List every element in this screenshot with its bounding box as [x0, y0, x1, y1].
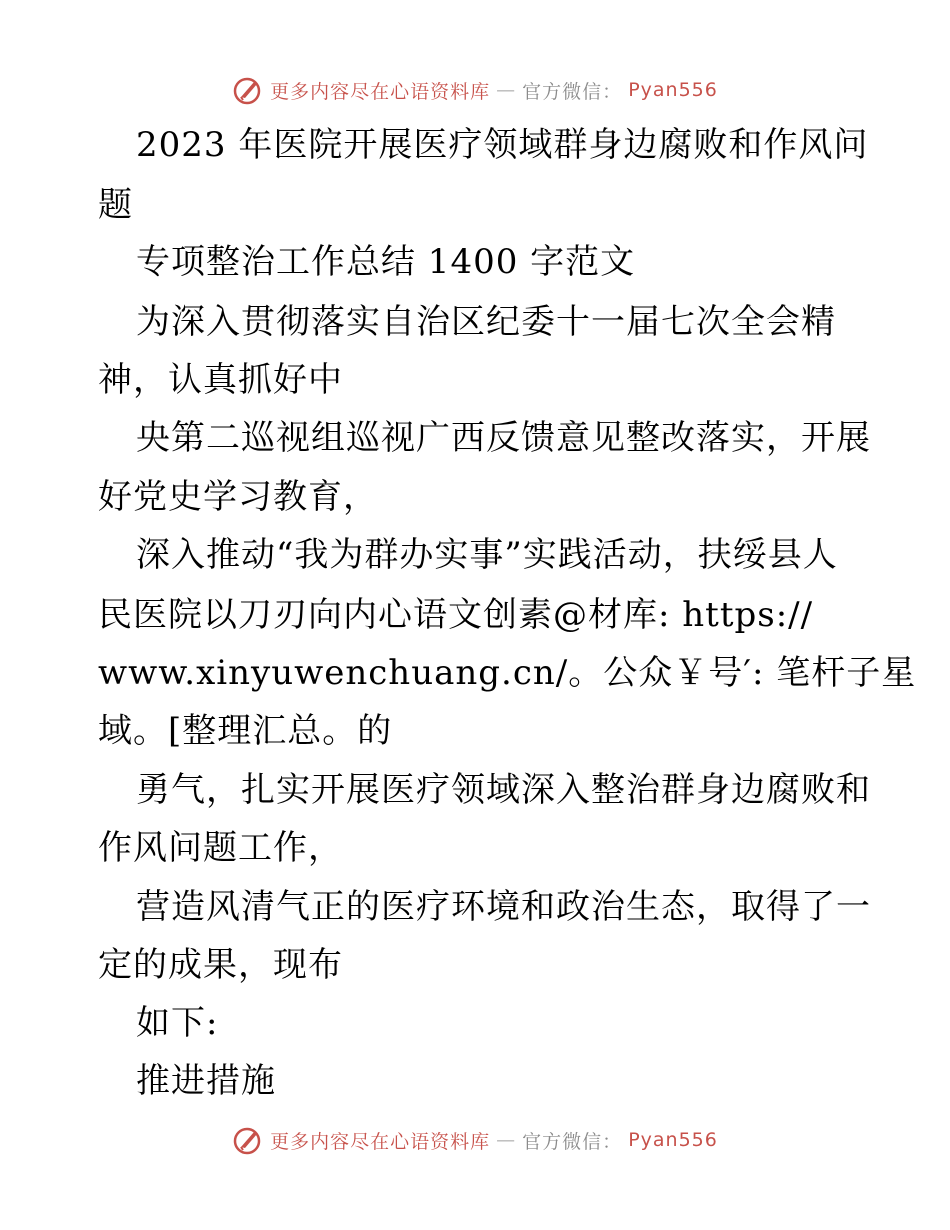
header-banner	[0, 70, 950, 110]
banner-official-label: 官方微信：	[522, 80, 623, 103]
text-line: 营造风清气正的医疗环境和政治生态，取得了一	[136, 887, 871, 927]
text-line: 域。[整理汇总。的	[98, 711, 393, 751]
text-line: 央第二巡视组巡视广西反馈意见整改落实，开展	[136, 418, 871, 458]
banner-site-text: 更多内容尽在心语资料库	[270, 80, 491, 103]
text-line: www.xinyuwenchuang.cn/。公众￥号′: 笔杆子星	[98, 653, 917, 693]
text-line: 神，认真抓好中	[98, 360, 343, 400]
text-line: 定的成果，现布	[98, 945, 343, 985]
quill-pen-circle-icon	[232, 74, 264, 106]
banner-site-text: 更多内容尽在心语资料库	[270, 1130, 491, 1153]
banner-official-label: 官方微信：	[522, 1130, 623, 1153]
banner-wechat-id: Pyan556	[628, 79, 718, 101]
text-line: 为深入贯彻落实自治区纪委十一届七次全会精	[136, 302, 836, 342]
text-line: 专项整治工作总结 1400 字范文	[136, 242, 636, 282]
text-line: 好党史学习教育，	[98, 477, 378, 517]
banner-separator: —	[496, 1129, 517, 1151]
text-line: 如下:	[136, 1003, 219, 1043]
footer-banner	[0, 1120, 950, 1160]
quill-pen-circle-icon	[232, 1124, 264, 1156]
text-line: 作风问题工作，	[98, 828, 343, 868]
text-line: 民医院以刀刃向内心语文创素@材库: https://	[98, 595, 814, 635]
text-line: 推进措施	[136, 1061, 276, 1101]
text-line: 2023 年医院开展医疗领域群身边腐败和作风问	[136, 125, 869, 165]
text-line: 题	[98, 185, 133, 225]
banner-wechat-id: Pyan556	[628, 1129, 718, 1151]
text-line: 勇气，扎实开展医疗领域深入整治群身边腐败和	[136, 770, 871, 810]
text-line: 深入推动“我为群办实事”实践活动，扶绥县人	[136, 535, 838, 575]
banner-separator: —	[496, 79, 517, 101]
